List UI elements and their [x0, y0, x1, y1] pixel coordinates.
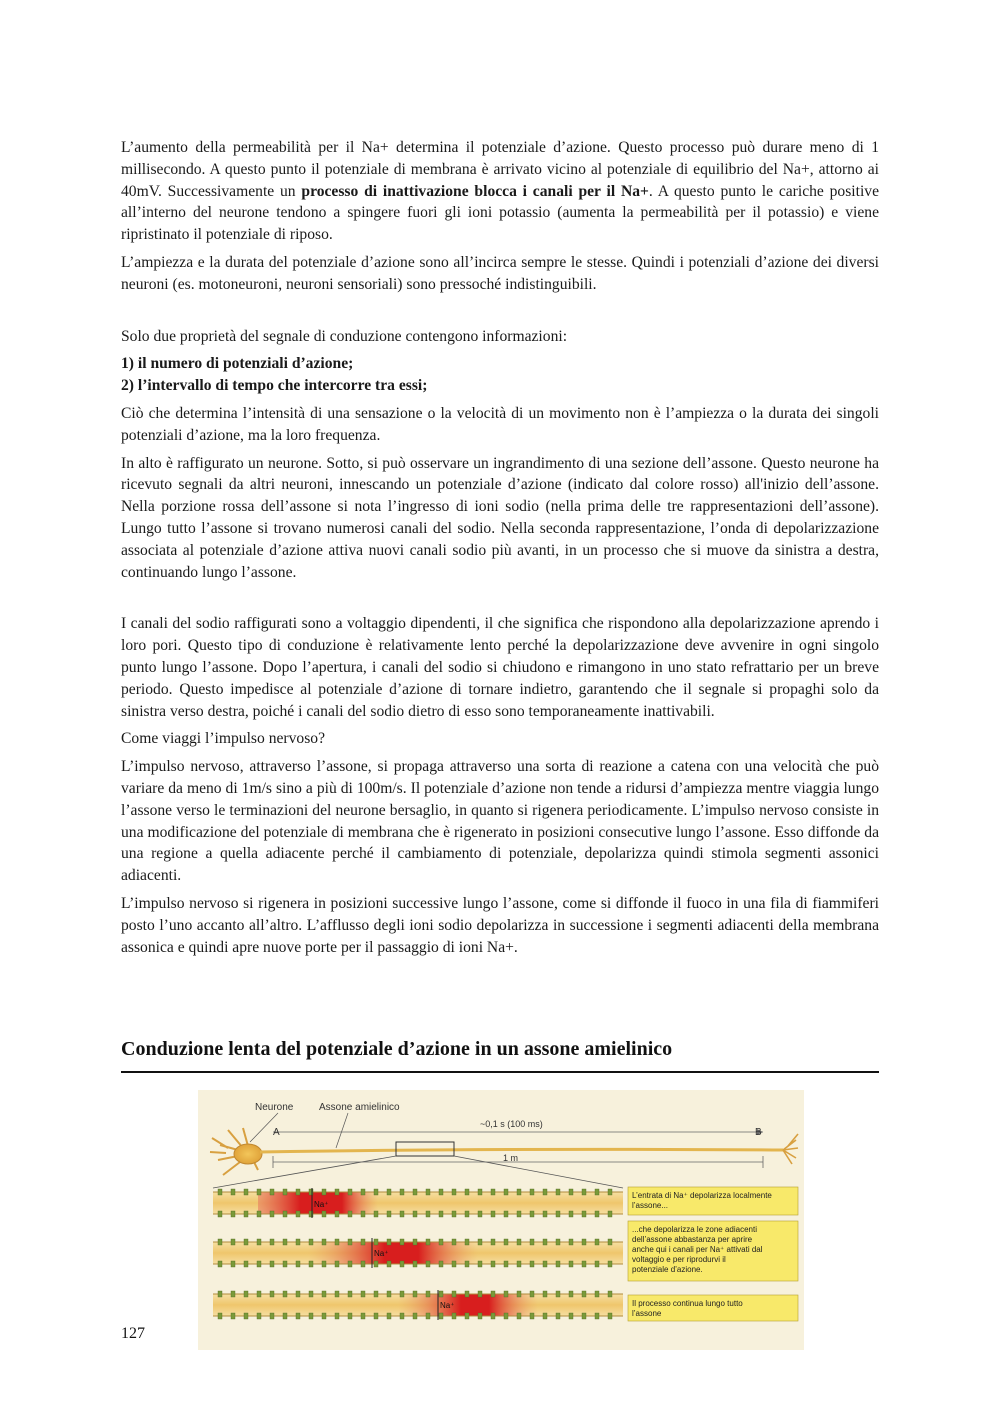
- caption-2-line-4: voltaggio e per riprodurvi il: [632, 1255, 726, 1264]
- sodium-channel-icon: [608, 1261, 612, 1267]
- sodium-channel-icon: [361, 1211, 365, 1217]
- sodium-channel-icon: [231, 1313, 235, 1319]
- list-item-1: 1) il numero di potenziali d’azione;: [121, 355, 354, 373]
- sodium-channel-icon: [478, 1291, 482, 1297]
- sodium-channel-icon: [530, 1291, 534, 1297]
- sodium-channel-icon: [413, 1261, 417, 1267]
- sodium-channel-icon: [569, 1211, 573, 1217]
- sodium-channel-icon: [478, 1211, 482, 1217]
- sodium-channel-icon: [478, 1189, 482, 1195]
- paragraph-1: [121, 137, 879, 246]
- sodium-channel-icon: [348, 1189, 352, 1195]
- sodium-channel-icon: [387, 1239, 391, 1245]
- sodium-channel-icon: [556, 1239, 560, 1245]
- sodium-channel-icon: [569, 1189, 573, 1195]
- sodium-channel-icon: [426, 1313, 430, 1319]
- sodium-channel-icon: [517, 1211, 521, 1217]
- sodium-channel-icon: [218, 1291, 222, 1297]
- sodium-channel-icon: [465, 1291, 469, 1297]
- sodium-channel-icon: [595, 1261, 599, 1267]
- sodium-channel-icon: [348, 1313, 352, 1319]
- sodium-channel-icon: [335, 1291, 339, 1297]
- sodium-channel-icon: [231, 1261, 235, 1267]
- sodium-channel-icon: [439, 1239, 443, 1245]
- axon-segment-2: [213, 1238, 623, 1268]
- caption-box-2: [628, 1221, 798, 1281]
- sodium-channel-icon: [413, 1211, 417, 1217]
- sodium-channel-icon: [439, 1189, 443, 1195]
- sodium-channel-icon: [491, 1261, 495, 1267]
- sodium-channel-icon: [556, 1313, 560, 1319]
- sodium-channel-icon: [374, 1261, 378, 1267]
- sodium-channel-icon: [491, 1189, 495, 1195]
- caption-box-1: [628, 1187, 798, 1215]
- sodium-channel-icon: [257, 1189, 261, 1195]
- sodium-channel-icon: [595, 1313, 599, 1319]
- sodium-channel-icon: [582, 1211, 586, 1217]
- sodium-channel-icon: [257, 1211, 261, 1217]
- sodium-channel-icon: [257, 1239, 261, 1245]
- sodium-channel-icon: [400, 1211, 404, 1217]
- sodium-channel-icon: [465, 1261, 469, 1267]
- sodium-channel-icon: [426, 1211, 430, 1217]
- sodium-channel-icon: [426, 1291, 430, 1297]
- sodium-channel-icon: [244, 1291, 248, 1297]
- sodium-channel-icon: [374, 1291, 378, 1297]
- sodium-channel-icon: [543, 1291, 547, 1297]
- axon-segment-1: [213, 1188, 623, 1218]
- sodium-channel-icon: [504, 1239, 508, 1245]
- sodium-channel-icon: [452, 1189, 456, 1195]
- sodium-channel-icon: [530, 1261, 534, 1267]
- figure-illustration: [198, 1090, 804, 1350]
- sodium-channel-icon: [608, 1211, 612, 1217]
- sodium-channel-icon: [283, 1261, 287, 1267]
- paragraph-6: I canali del sodio raffigurati sono a voltaggio dipendenti, il che significa che rispondono alla depolarizzazione aprendo i loro pori. Questo tipo di conduzione è relativamente lento perché la depolarizzazione deve avvenire in ogni singolo punto lungo l’assone. Dopo l’apertura, i canali del sodio si chiudono e rimangono in uno stato refrattario per un breve periodo. Questo impedisce al potenziale d’azione di tornare indietro, garantendo che il segnale si propaghi solo da sinistra verso destra, poiché i canali del sodio dietro di esso sono temporaneamente inattivabili.: [121, 615, 879, 720]
- sodium-channel-icon: [530, 1313, 534, 1319]
- sodium-channel-icon: [582, 1291, 586, 1297]
- paragraph-1-bold-text: processo di inattivazione blocca i canali per il Na+: [301, 182, 649, 200]
- sodium-channel-icon: [556, 1261, 560, 1267]
- sodium-channel-icon: [582, 1189, 586, 1195]
- sodium-channel-icon: [218, 1313, 222, 1319]
- sodium-channel-icon: [244, 1313, 248, 1319]
- sodium-channel-icon: [374, 1189, 378, 1195]
- sodium-channel-icon: [387, 1211, 391, 1217]
- caption-1-line-1: L’entrata di Na⁺ depolarizza localmente: [632, 1191, 772, 1200]
- sodium-channel-icon: [517, 1291, 521, 1297]
- page-number: 127: [121, 1325, 145, 1342]
- sodium-channel-icon: [361, 1189, 365, 1195]
- sodium-channel-icon: [582, 1261, 586, 1267]
- na-ion-label-3: Na⁺: [440, 1301, 455, 1310]
- sodium-channel-icon: [296, 1239, 300, 1245]
- sodium-channel-icon: [569, 1239, 573, 1245]
- sodium-channel-icon: [361, 1291, 365, 1297]
- caption-2-line-2: dell’assone abbastanza per aprire: [632, 1235, 753, 1244]
- axon-conduction-figure: [198, 1090, 804, 1350]
- sodium-channel-icon: [595, 1239, 599, 1245]
- paragraph-2: L’ampiezza e la durata del potenziale d’azione sono all’incirca sempre le stesse. Quindi i potenziali d’azione dei diversi neuroni (es. motoneuroni, neuroni sensoriali) sono pressoché indistinguibili.: [121, 253, 879, 293]
- sodium-channel-icon: [283, 1211, 287, 1217]
- paragraph-5: In alto è raffigurato un neurone. Sotto, si può osservare un ingrandimento di una sezione dell’assone. Questo neurone ha ricevuto segnali da altri neuroni, innescando un potenziale d’azione (indicato dal colore rosso) all'inizio dell’assone. Nella porzione rossa dell’assone si nota l’ingresso di ioni sodio (nella prima delle tre rappresentazioni dell’assone). Lungo tutto l’assone si trovano numerosi canali del sodio. Nella seconda rappresentazione, l’onda di depolarizzazione associata al potenziale d’azione attiva nuovi canali sodio più avanti, in un processo che si muove da sinistra a destra, continuando lungo l’assone.: [121, 454, 879, 581]
- list-item-2: 2) l’intervallo di tempo che intercorre tra essi;: [121, 377, 428, 395]
- sodium-channel-icon: [296, 1261, 300, 1267]
- caption-2-line-3: anche qui i canali per Na⁺ attivati dal: [632, 1245, 763, 1254]
- sodium-channel-icon: [595, 1211, 599, 1217]
- sodium-channel-icon: [335, 1261, 339, 1267]
- sodium-channel-icon: [517, 1189, 521, 1195]
- sodium-channel-icon: [582, 1313, 586, 1319]
- sodium-channel-icon: [556, 1189, 560, 1195]
- sodium-channel-icon: [218, 1239, 222, 1245]
- sodium-channel-icon: [478, 1261, 482, 1267]
- paragraph-1-text-a: L’aumento della permeabilità per il Na+ determina il potenziale d’azione. Questo processo può durare meno di 1 millisecondo. A questo punto il potenziale di membrana è arrivato vicino al potenziale di equilibrio del Na+, attorno ai 40mV. Successivamente un: [121, 139, 879, 200]
- na-ion-label-2: Na⁺: [374, 1249, 389, 1258]
- sodium-channel-icon: [504, 1291, 508, 1297]
- sodium-channel-icon: [426, 1239, 430, 1245]
- sodium-channel-icon: [465, 1239, 469, 1245]
- sodium-channel-icon: [244, 1239, 248, 1245]
- sodium-channel-icon: [400, 1313, 404, 1319]
- sodium-channel-icon: [556, 1291, 560, 1297]
- sodium-channel-icon: [283, 1239, 287, 1245]
- sodium-channel-icon: [530, 1239, 534, 1245]
- section-heading: Conduzione lenta del potenziale d’azione in un assone amielinico: [121, 1038, 673, 1060]
- sodium-channel-icon: [374, 1313, 378, 1319]
- sodium-channel-icon: [400, 1291, 404, 1297]
- label-point-a: A: [273, 1127, 280, 1138]
- paragraph-7: Come viaggi l’impulso nervoso?: [121, 730, 325, 748]
- sodium-channel-icon: [413, 1189, 417, 1195]
- sodium-channel-icon: [517, 1261, 521, 1267]
- caption-3-line-2: l’assone: [632, 1309, 662, 1318]
- sodium-channel-icon: [296, 1189, 300, 1195]
- sodium-channel-icon: [244, 1211, 248, 1217]
- sodium-channel-icon: [413, 1239, 417, 1245]
- sodium-channel-icon: [296, 1211, 300, 1217]
- sodium-channel-icon: [296, 1291, 300, 1297]
- sodium-channel-icon: [478, 1313, 482, 1319]
- sodium-channel-icon: [400, 1189, 404, 1195]
- caption-1-line-2: l’assone...: [632, 1201, 669, 1210]
- heading-rule: [121, 1071, 879, 1073]
- sodium-channel-icon: [582, 1239, 586, 1245]
- sodium-channel-icon: [387, 1189, 391, 1195]
- sodium-channel-icon: [439, 1261, 443, 1267]
- sodium-channel-icon: [309, 1291, 313, 1297]
- sodium-channel-icon: [322, 1211, 326, 1217]
- sodium-channel-icon: [543, 1211, 547, 1217]
- sodium-channel-icon: [517, 1239, 521, 1245]
- sodium-channel-icon: [257, 1291, 261, 1297]
- sodium-channel-icon: [335, 1239, 339, 1245]
- sodium-channel-icon: [439, 1313, 443, 1319]
- sodium-channel-icon: [270, 1291, 274, 1297]
- sodium-channel-icon: [387, 1313, 391, 1319]
- sodium-channel-icon: [270, 1189, 274, 1195]
- caption-3-line-1: Il processo continua lungo tutto: [632, 1299, 743, 1308]
- sodium-channel-icon: [257, 1313, 261, 1319]
- sodium-channel-icon: [244, 1189, 248, 1195]
- sodium-channel-icon: [218, 1261, 222, 1267]
- label-neurone: Neurone: [255, 1102, 294, 1113]
- sodium-channel-icon: [322, 1239, 326, 1245]
- sodium-channel-icon: [504, 1189, 508, 1195]
- sodium-channel-icon: [426, 1189, 430, 1195]
- sodium-channel-icon: [413, 1313, 417, 1319]
- sodium-channel-icon: [543, 1239, 547, 1245]
- sodium-channel-icon: [543, 1313, 547, 1319]
- paragraph-8: L’impulso nervoso, attraverso l’assone, si propaga attraverso una sorta di reazione a catena con una velocità che può variare da meno di 1m/s sino a più di 100m/s. Il potenziale d’azione non tende a ridursi d’ampiezza mentre viaggia lungo l’assone verso le terminazioni del neurone bersaglio, in quanto si rigenera periodicamente. L’impulso nervoso consiste in una modificazione del potenziale di membrana che è rigenerato in posizioni consecutive lungo l’assone. Esso diffonde da una regione a quella adiacente perché il cambiamento di potenziale, depolarizza quindi stimola segmenti assonici adiacenti.: [121, 758, 879, 885]
- sodium-channel-icon: [335, 1313, 339, 1319]
- sodium-channel-icon: [348, 1211, 352, 1217]
- body-text: [121, 137, 879, 958]
- sodium-channel-icon: [426, 1261, 430, 1267]
- sodium-channel-icon: [270, 1211, 274, 1217]
- label-axon-length: 1 m: [503, 1153, 519, 1163]
- label-assone-amielinico: Assone amielinico: [319, 1102, 400, 1113]
- sodium-channel-icon: [504, 1313, 508, 1319]
- paragraph-1-text-b: . A questo punto le cariche positive all’interno del neurone tendono a spingere fuori gli ioni potassio (aumenta la permeabilità per il potassio) e viene ripristinato il potenziale di riposo.: [121, 182, 880, 244]
- sodium-channel-icon: [465, 1313, 469, 1319]
- sodium-channel-icon: [374, 1239, 378, 1245]
- sodium-channel-icon: [452, 1239, 456, 1245]
- axon-segment-3: [213, 1290, 623, 1320]
- sodium-channel-icon: [569, 1261, 573, 1267]
- sodium-channel-icon: [608, 1239, 612, 1245]
- sodium-channel-icon: [439, 1211, 443, 1217]
- sodium-channel-icon: [504, 1211, 508, 1217]
- sodium-channel-icon: [270, 1261, 274, 1267]
- sodium-channel-icon: [452, 1291, 456, 1297]
- sodium-channel-icon: [452, 1211, 456, 1217]
- sodium-channel-icon: [387, 1261, 391, 1267]
- sodium-channel-icon: [283, 1189, 287, 1195]
- sodium-channel-icon: [569, 1313, 573, 1319]
- sodium-channel-icon: [322, 1313, 326, 1319]
- sodium-channel-icon: [296, 1313, 300, 1319]
- sodium-channel-icon: [257, 1261, 261, 1267]
- label-conduction-time: ~0,1 s (100 ms): [480, 1119, 543, 1129]
- sodium-channel-icon: [491, 1211, 495, 1217]
- sodium-channel-icon: [218, 1211, 222, 1217]
- sodium-channel-icon: [322, 1189, 326, 1195]
- sodium-channel-icon: [244, 1261, 248, 1267]
- label-point-b: B: [755, 1127, 762, 1138]
- sodium-channel-icon: [478, 1239, 482, 1245]
- sodium-channel-icon: [231, 1211, 235, 1217]
- paragraph-3: Solo due proprietà del segnale di conduzione contengono informazioni:: [121, 327, 568, 345]
- sodium-channel-icon: [530, 1189, 534, 1195]
- sodium-channel-icon: [608, 1313, 612, 1319]
- sodium-channel-icon: [335, 1211, 339, 1217]
- sodium-channel-icon: [452, 1313, 456, 1319]
- sodium-channel-icon: [530, 1211, 534, 1217]
- sodium-channel-icon: [218, 1189, 222, 1195]
- sodium-channel-icon: [361, 1313, 365, 1319]
- na-ion-label-1: Na⁺: [314, 1200, 329, 1209]
- caption-2-line-5: potenziale d’azione.: [632, 1265, 703, 1274]
- sodium-channel-icon: [374, 1211, 378, 1217]
- sodium-channel-icon: [491, 1239, 495, 1245]
- sodium-channel-icon: [608, 1291, 612, 1297]
- sodium-channel-icon: [348, 1291, 352, 1297]
- sodium-channel-icon: [517, 1313, 521, 1319]
- sodium-channel-icon: [270, 1239, 274, 1245]
- sodium-channel-icon: [491, 1291, 495, 1297]
- sodium-channel-icon: [543, 1261, 547, 1267]
- sodium-channel-icon: [283, 1291, 287, 1297]
- caption-2-line-1: ...che depolarizza le zone adiacenti: [632, 1225, 757, 1234]
- paragraph-4: Ciò che determina l’intensità di una sensazione o la velocità di un movimento non è l’ampiezza o la durata dei singoli potenziali d’azione, ma la loro frequenza.: [121, 404, 879, 444]
- sodium-channel-icon: [309, 1239, 313, 1245]
- sodium-channel-icon: [322, 1291, 326, 1297]
- sodium-channel-icon: [491, 1313, 495, 1319]
- sodium-channel-icon: [231, 1239, 235, 1245]
- sodium-channel-icon: [361, 1239, 365, 1245]
- sodium-channel-icon: [335, 1189, 339, 1195]
- sodium-channel-icon: [400, 1239, 404, 1245]
- sodium-channel-icon: [413, 1291, 417, 1297]
- sodium-channel-icon: [504, 1261, 508, 1267]
- sodium-channel-icon: [309, 1261, 313, 1267]
- sodium-channel-icon: [322, 1261, 326, 1267]
- paragraph-9: L’impulso nervoso si rigenera in posizioni successive lungo l’assone, come si diffonde il fuoco in una fila di fiammiferi posto l’uno accanto all’altro. L’afflusso degli ioni sodio depolarizza in successione i segmenti adiacenti della membrana assonica e quindi apre nuove porte per il passaggio di ioni Na+.: [121, 894, 879, 956]
- sodium-channel-icon: [608, 1189, 612, 1195]
- sodium-channel-icon: [283, 1313, 287, 1319]
- sodium-channel-icon: [400, 1261, 404, 1267]
- sodium-channel-icon: [231, 1291, 235, 1297]
- sodium-channel-icon: [439, 1291, 443, 1297]
- caption-box-3: [628, 1295, 798, 1321]
- sodium-channel-icon: [465, 1189, 469, 1195]
- sodium-channel-icon: [348, 1239, 352, 1245]
- sodium-channel-icon: [465, 1211, 469, 1217]
- sodium-channel-icon: [231, 1189, 235, 1195]
- sodium-channel-icon: [361, 1261, 365, 1267]
- sodium-channel-icon: [387, 1291, 391, 1297]
- sodium-channel-icon: [556, 1211, 560, 1217]
- sodium-channel-icon: [569, 1291, 573, 1297]
- sodium-channel-icon: [543, 1189, 547, 1195]
- sodium-channel-icon: [309, 1313, 313, 1319]
- sodium-channel-icon: [595, 1189, 599, 1195]
- sodium-channel-icon: [452, 1261, 456, 1267]
- sodium-channel-icon: [348, 1261, 352, 1267]
- sodium-channel-icon: [270, 1313, 274, 1319]
- sodium-channel-icon: [595, 1291, 599, 1297]
